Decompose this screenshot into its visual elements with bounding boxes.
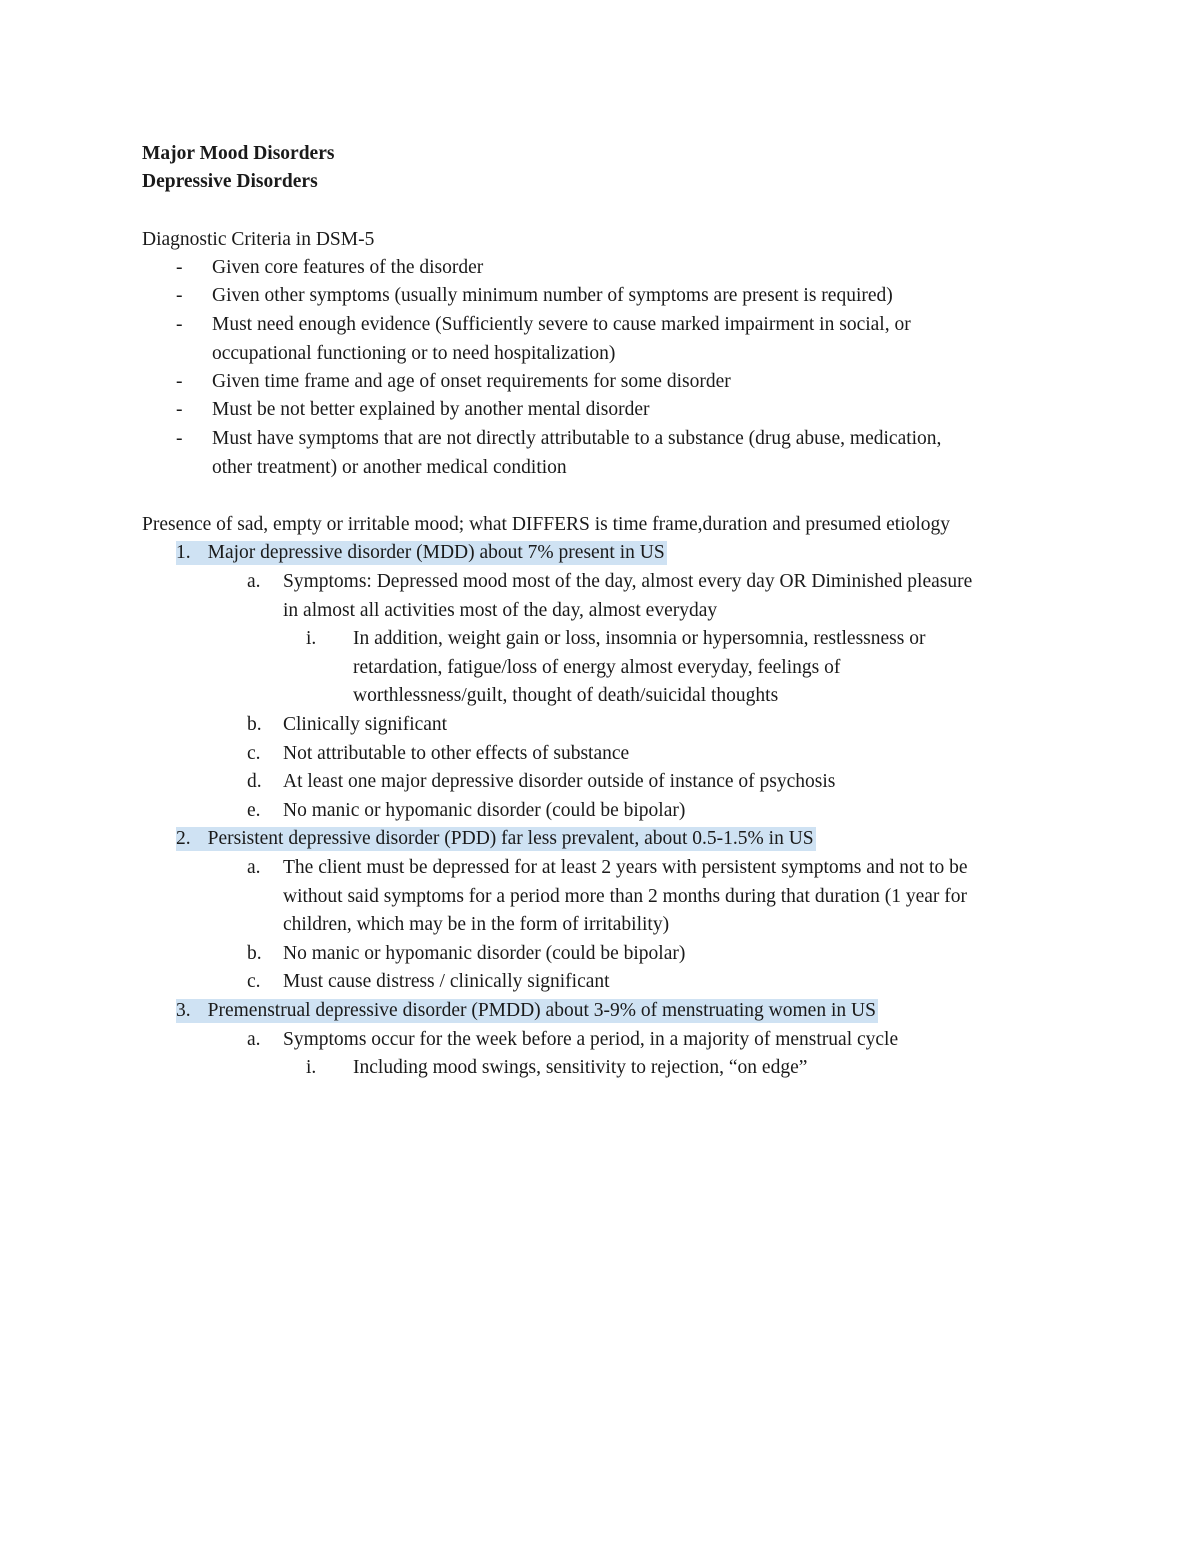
bullet-marker: - <box>176 314 183 335</box>
document-subtitle: Depressive Disorders <box>142 171 318 192</box>
criteria-item: Must have symptoms that are not directly attributable to a substance (drug abuse, medication, <box>212 428 942 449</box>
criteria-item: Given other symptoms (usually minimum number of symptoms are present is required) <box>212 285 893 306</box>
list-item: Must cause distress / clinically significant <box>283 971 610 992</box>
disorder-heading-pdd <box>176 827 816 851</box>
criteria-item: Must be not better explained by another mental disorder <box>212 399 650 420</box>
list-item: At least one major depressive disorder outside of instance of psychosis <box>283 771 836 792</box>
bullet-marker: - <box>176 428 183 449</box>
list-item-continued: without said symptoms for a period more than 2 months during that duration (1 year for <box>283 886 967 907</box>
list-marker: c. <box>247 743 261 764</box>
bullet-marker: - <box>176 371 183 392</box>
list-item: No manic or hypomanic disorder (could be bipolar) <box>283 943 686 964</box>
document-title: Major Mood Disorders <box>142 143 335 164</box>
list-marker: b. <box>247 943 262 964</box>
list-item: Symptoms occur for the week before a period, in a majority of menstrual cycle <box>283 1029 899 1050</box>
disorder-number: 2. <box>176 828 191 849</box>
disorder-heading-pmdd <box>176 999 878 1023</box>
criteria-item-continued: other treatment) or another medical condition <box>212 457 567 478</box>
list-item: The client must be depressed for at least 2 years with persistent symptoms and not to be <box>283 857 968 878</box>
bullet-marker: - <box>176 285 183 306</box>
list-item-continued: children, which may be in the form of irritability) <box>283 914 670 935</box>
list-marker: b. <box>247 714 262 735</box>
criteria-heading: Diagnostic Criteria in DSM-5 <box>142 229 375 250</box>
list-item: Not attributable to other effects of substance <box>283 743 630 764</box>
list-item: In addition, weight gain or loss, insomnia or hypersomnia, restlessness or <box>353 628 926 649</box>
list-marker: i. <box>306 1057 317 1078</box>
list-marker: a. <box>247 1029 261 1050</box>
disorder-number: 3. <box>176 1000 191 1021</box>
criteria-item: Must need enough evidence (Sufficiently severe to cause marked impairment in social, or <box>212 314 911 335</box>
list-item: Clinically significant <box>283 714 448 735</box>
list-item-continued: in almost all activities most of the day, almost everyday <box>283 600 718 621</box>
criteria-item: Given time frame and age of onset requirements for some disorder <box>212 371 731 392</box>
bullet-marker: - <box>176 399 183 420</box>
disorder-number: 1. <box>176 542 191 563</box>
list-marker: i. <box>306 628 317 649</box>
disorder-title: Major depressive disorder (MDD) about 7% present in US <box>207 542 665 563</box>
list-marker: c. <box>247 971 261 992</box>
list-marker: a. <box>247 857 261 878</box>
presence-paragraph: Presence of sad, empty or irritable mood; what DIFFERS is time frame,duration and presumed etiology <box>142 514 950 535</box>
list-item: No manic or hypomanic disorder (could be bipolar) <box>283 800 686 821</box>
criteria-item: Given core features of the disorder <box>212 257 484 278</box>
list-item-continued: retardation, fatigue/loss of energy almost everyday, feelings of <box>353 657 841 678</box>
list-item: Symptoms: Depressed mood most of the day, almost every day OR Diminished pleasure <box>283 571 973 592</box>
list-marker: a. <box>247 571 261 592</box>
list-marker: d. <box>247 771 262 792</box>
bullet-marker: - <box>176 257 183 278</box>
list-item-continued: worthlessness/guilt, thought of death/suicidal thoughts <box>353 685 779 706</box>
disorder-title: Persistent depressive disorder (PDD) far less prevalent, about 0.5-1.5% in US <box>207 828 814 849</box>
disorder-title: Premenstrual depressive disorder (PMDD) about 3-9% of menstruating women in US <box>207 1000 876 1021</box>
list-item: Including mood swings, sensitivity to rejection, “on edge” <box>353 1057 808 1078</box>
criteria-item-continued: occupational functioning or to need hospitalization) <box>212 343 616 364</box>
disorder-heading-mdd <box>176 541 667 565</box>
list-marker: e. <box>247 800 261 821</box>
